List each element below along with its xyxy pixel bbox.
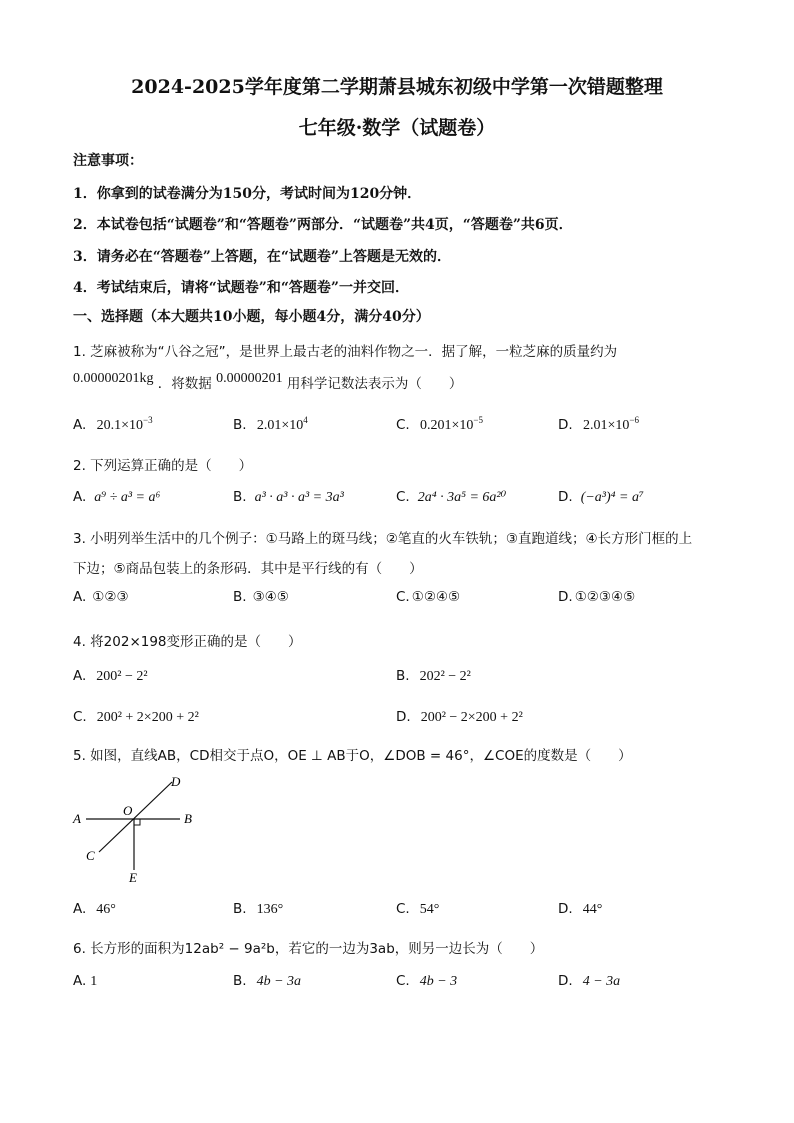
question-1-stem-line2 <box>73 372 462 393</box>
option-text: 2.01×10 <box>256 418 304 433</box>
option-letter: C. <box>73 709 87 725</box>
option-exponent: −5 <box>473 415 483 425</box>
q1-option-c[interactable] <box>396 417 483 434</box>
q1-option-a[interactable] <box>73 417 153 434</box>
option-letter: A. <box>73 901 87 917</box>
label-a: A <box>73 811 81 826</box>
question-5-stem: 5. 如图，直线AB，CD相交于点O，OE ⊥ AB于O，∠DOB = 46°，∠COE的度数是（ ） <box>73 748 632 764</box>
q2-option-c[interactable] <box>396 489 506 506</box>
note-item: 1．你拿到的试卷满分为150分，考试时间为120分钟． <box>73 186 422 202</box>
option-letter: C. <box>396 973 410 989</box>
q3-option-d[interactable] <box>558 589 635 605</box>
option-text: 0.201×10 <box>420 418 474 433</box>
q3-option-a[interactable] <box>73 589 129 605</box>
option-exponent: −6 <box>629 415 639 425</box>
option-exponent: 4 <box>303 415 308 425</box>
option-text: 136° <box>256 902 284 917</box>
q2-option-a[interactable] <box>73 489 160 506</box>
label-e: E <box>129 870 137 885</box>
section-heading: 一、选择题（本大题共10小题，每小题4分，满分40分） <box>73 309 430 325</box>
question-4-stem: 4. 将202×198变形正确的是（ ） <box>73 634 302 650</box>
option-letter: B. <box>233 417 247 433</box>
question-6-stem: 6. 长方形的面积为12ab² − 9a²b，若它的一边为3ab，则另一边长为（ ） <box>73 941 544 957</box>
geometry-figure <box>68 772 208 887</box>
right-angle-mark <box>134 819 140 825</box>
option-text: a⁹ ÷ a³ = a⁶ <box>94 490 161 505</box>
label-o: O <box>123 803 133 818</box>
q3-option-b[interactable] <box>233 589 289 605</box>
q1-text: ．将数据 <box>157 376 212 392</box>
option-text: 4 − 3a <box>582 974 621 989</box>
q5-option-b[interactable] <box>233 901 283 918</box>
option-letter: A. <box>73 973 87 989</box>
option-letter: D. <box>558 417 573 433</box>
option-letter: A. <box>73 489 87 505</box>
option-letter: B. <box>233 589 247 605</box>
option-text: 46° <box>96 902 116 917</box>
q3-option-c[interactable] <box>396 589 460 605</box>
question-3-stem-line2: 下边；⑤商品包装上的条形码．其中是平行线的有（ ） <box>73 561 423 577</box>
option-text: 44° <box>582 902 603 917</box>
option-letter: D. <box>558 589 573 605</box>
option-text: ③④⑤ <box>252 589 289 605</box>
option-text: ①②③ <box>92 589 129 605</box>
option-letter: B. <box>396 668 410 684</box>
option-letter: D. <box>558 973 573 989</box>
option-letter: D. <box>558 901 573 917</box>
option-text: ①②③④⑤ <box>574 589 636 605</box>
option-text: 202² − 2² <box>419 669 471 684</box>
option-letter: B. <box>233 489 247 505</box>
label-c: C <box>86 848 95 863</box>
page-subtitle: 七年级·数学（试题卷） <box>298 117 496 139</box>
q6-option-b[interactable] <box>233 973 301 990</box>
q4-option-b[interactable] <box>396 668 471 685</box>
option-letter: D. <box>396 709 411 725</box>
option-text: 20.1×10 <box>96 418 143 433</box>
note-item: 3．请务必在“答题卷”上答题，在“试题卷”上答题是无效的． <box>73 249 451 265</box>
option-letter: A. <box>73 668 87 684</box>
q6-option-c[interactable] <box>396 973 457 990</box>
question-3-stem: 3. 小明列举生活中的几个例子：①马路上的斑马线；②笔直的火车铁轨；③直跑道线；④长方形门框的上 <box>73 531 693 547</box>
q1-option-b[interactable] <box>233 417 308 434</box>
line-cd <box>99 782 172 852</box>
option-letter: C. <box>396 417 410 433</box>
option-text: 200² − 2×200 + 2² <box>420 710 523 725</box>
option-text: 200² + 2×200 + 2² <box>96 710 199 725</box>
option-letter: A. <box>73 417 87 433</box>
label-d: D <box>171 774 181 789</box>
option-text: (−a³)⁴ = a⁷ <box>580 490 644 505</box>
label-b: B <box>184 811 192 826</box>
option-text: 4b − 3a <box>256 974 302 989</box>
option-letter: C. <box>396 489 410 505</box>
question-2-stem: 2. 下列运算正确的是（ ） <box>73 458 253 474</box>
option-text: 54° <box>419 902 440 917</box>
q5-option-a[interactable] <box>73 901 116 918</box>
option-letter: B. <box>233 973 247 989</box>
option-letter: C. <box>396 901 410 917</box>
q1-text-end: 用科学记数法表示为（ ） <box>286 376 463 392</box>
notes-heading: 注意事项： <box>73 153 143 169</box>
q2-option-d[interactable] <box>558 489 644 506</box>
option-letter: D. <box>558 489 573 505</box>
q1-value: 0.00000201 <box>216 371 283 386</box>
option-text: 200² − 2² <box>96 669 148 684</box>
page-title: 2024-2025学年度第二学期萧县城东初级中学第一次错题整理 <box>131 76 663 98</box>
q4-option-c[interactable] <box>73 709 199 726</box>
q4-option-d[interactable] <box>396 709 523 726</box>
option-text: 2.01×10 <box>582 418 630 433</box>
question-1-stem: 1. 芝麻被称为“八谷之冠”，是世界上最古老的油料作物之一．据了解，一粒芝麻的质量约为 <box>73 344 618 360</box>
q1-value-kg: 0.00000201kg <box>73 371 154 386</box>
q4-option-a[interactable] <box>73 668 148 685</box>
q1-option-d[interactable] <box>558 417 639 434</box>
q5-option-d[interactable] <box>558 901 602 918</box>
option-text: 4b − 3 <box>419 974 458 989</box>
q6-option-d[interactable] <box>558 973 620 990</box>
option-letter: B. <box>233 901 247 917</box>
q5-option-c[interactable] <box>396 901 439 918</box>
option-text: ①②④⑤ <box>411 589 461 605</box>
q6-option-a[interactable] <box>73 973 97 990</box>
option-letter: A. <box>73 589 87 605</box>
option-exponent: −3 <box>143 415 153 425</box>
note-item: 4．考试结束后，请将“试题卷”和“答题卷”一并交回． <box>73 280 409 296</box>
note-item: 2．本试卷包括“试题卷”和“答题卷”两部分．“试题卷”共4页，“答题卷”共6页． <box>73 217 573 233</box>
option-letter: C. <box>396 589 410 605</box>
option-text: 2a⁴ · 3a⁵ = 6a²⁰ <box>417 490 507 505</box>
option-text: a³ · a³ · a³ = 3a³ <box>254 490 344 505</box>
q2-option-b[interactable] <box>233 489 344 506</box>
option-text: 1 <box>90 974 98 989</box>
